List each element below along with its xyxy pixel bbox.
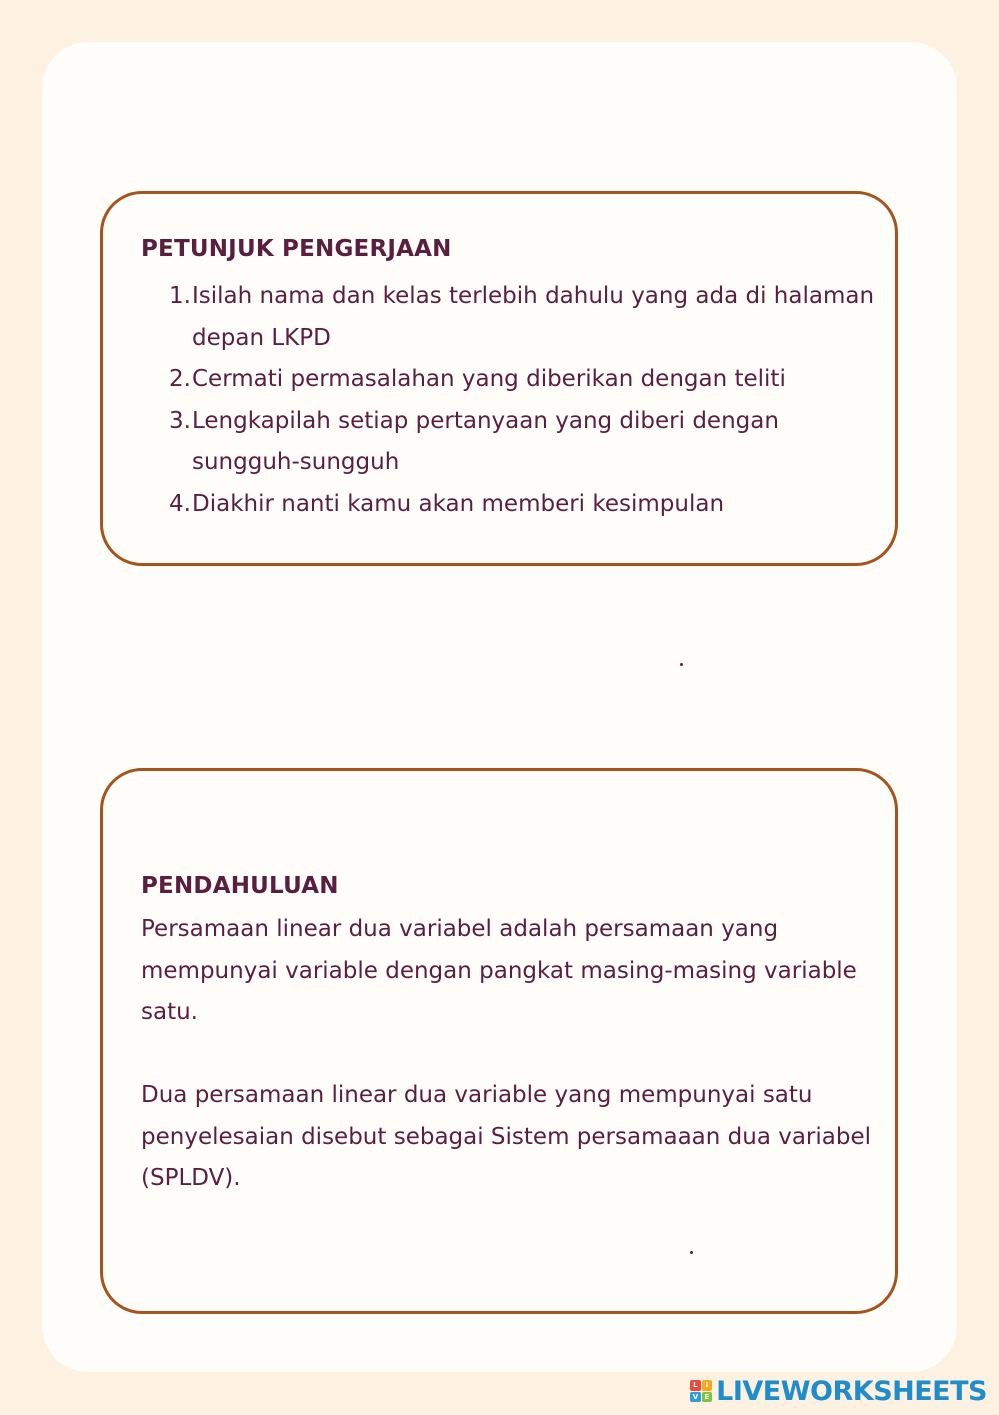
answer-dot[interactable] bbox=[680, 663, 683, 666]
brand-name: LIVEWORKSHEETS bbox=[716, 1375, 987, 1407]
introduction-heading: PENDAHULUAN bbox=[141, 873, 339, 899]
instruction-text: Isilah nama dan kelas terlebih dahulu yang ada di halaman depan LKPD bbox=[192, 283, 875, 351]
instruction-text: Lengkapilah setiap pertanyaan yang diberi dengan sungguh-sungguh bbox=[192, 407, 779, 475]
instructions-card bbox=[100, 191, 898, 566]
instruction-item bbox=[141, 484, 886, 526]
instruction-number: 4. bbox=[169, 490, 191, 517]
instruction-text: Cermati permasalahan yang diberikan dengan teliti bbox=[192, 366, 786, 392]
liveworksheets-brand[interactable] bbox=[690, 1376, 987, 1406]
instruction-item bbox=[141, 276, 886, 359]
answer-dot[interactable] bbox=[690, 1251, 693, 1254]
instruction-number: 1. bbox=[169, 283, 191, 309]
introduction-paragraph: Dua persamaan linear dua variable yang mempunyai satu penyelesaian disebut sebagai Sistem persamaaan dua variabel (SPLDV). bbox=[141, 1082, 872, 1191]
instruction-item bbox=[141, 401, 886, 484]
liveworksheets-logo-icon: L I V E bbox=[690, 1380, 712, 1402]
instruction-number: 3. bbox=[169, 407, 191, 434]
instructions-list bbox=[141, 276, 886, 525]
introduction-card bbox=[100, 768, 898, 1314]
instruction-item bbox=[141, 359, 886, 401]
instruction-number: 2. bbox=[169, 366, 191, 392]
instructions-heading: PETUNJUK PENGERJAAN bbox=[141, 236, 452, 262]
introduction-paragraph: Persamaan linear dua variabel adalah persamaan yang mempunyai variable dengan pangkat masing-masing variable satu. bbox=[141, 916, 857, 1025]
instruction-text: Diakhir nanti kamu akan memberi kesimpulan bbox=[192, 490, 725, 517]
